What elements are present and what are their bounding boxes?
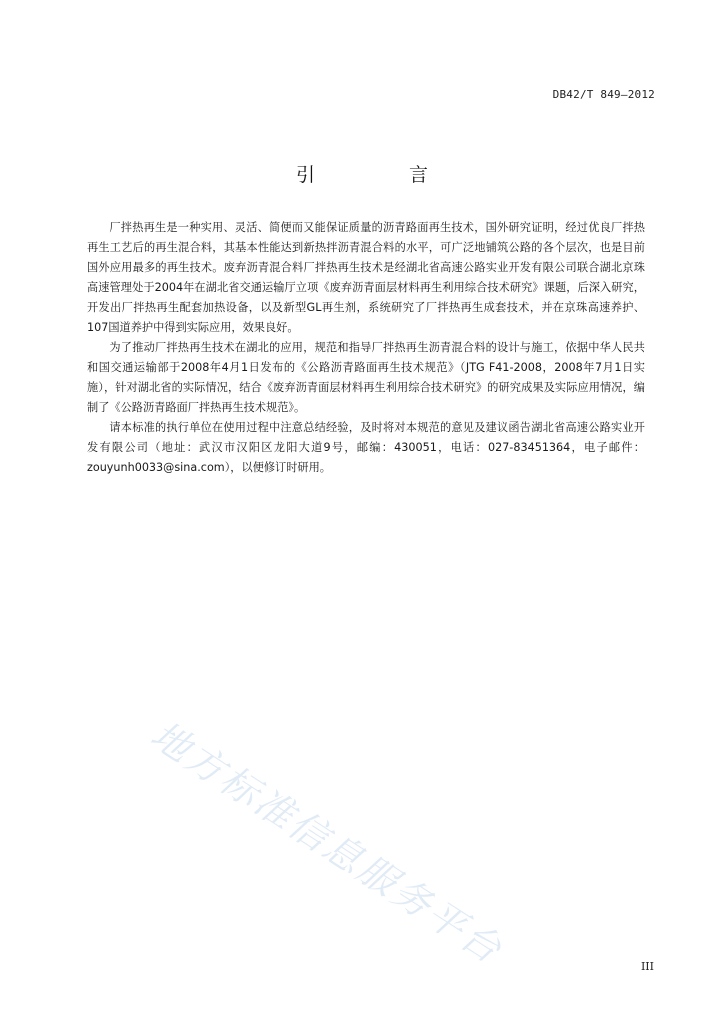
paragraph: 厂拌热再生是一种实用、灵活、简便而又能保证质量的沥青路面再生技术，国外研究证明，经过优良厂拌热再生工艺后的再生混合料，其基本性能达到新热拌沥青混合料的水平，可广泛地铺筑公路的各个层次，也是目前国外应用最多的再生技术。废弃沥青混合料厂拌热再生技术是经湖北省高速公路实业开发有限公司联合湖北京珠高速管理处于2004年在湖北省交通运输厅立项《废弃沥青面层材料再生利用综合技术研究》课题，后深入研究，开发出厂拌热再生配套加热设备，以及新型GL再生剂，系统研究了厂拌热再生成套技术，并在京珠高速养护、107国道养护中得到实际应用，效果良好。: [87, 221, 645, 334]
paragraph: 为了推动厂拌热再生技术在湖北的应用，规范和指导厂拌热再生沥青混合料的设计与施工，依据中华人民共和国交通运输部于2008年4月1日发布的《公路沥青路面再生技术规范》（JTG F41-2008，2008年7月1日实施），针对湖北省的实际情况，结合《废弃沥青面层材料再生利用综合技术研究》的研究成果及实际应用情况，编制了《公路沥青路面厂拌热再生技术规范》。: [87, 341, 645, 414]
page-number: III: [640, 960, 654, 973]
standard-code: DB42/T 849—2012: [552, 88, 655, 101]
page-title: 引 言: [295, 164, 473, 186]
body-text: [87, 218, 645, 478]
watermark: 地方标准信息服务平台: [143, 712, 511, 973]
paragraph: 请本标准的执行单位在使用过程中注意总结经验，及时将对本规范的意见及建议函告湖北省高速公路实业开发有限公司（地址：武汉市汉阳区龙阳大道9号，邮编：430051，电话：027-83451364，电子邮件：zouyunh0033@sina.com），以便修订时研用。: [87, 421, 645, 474]
